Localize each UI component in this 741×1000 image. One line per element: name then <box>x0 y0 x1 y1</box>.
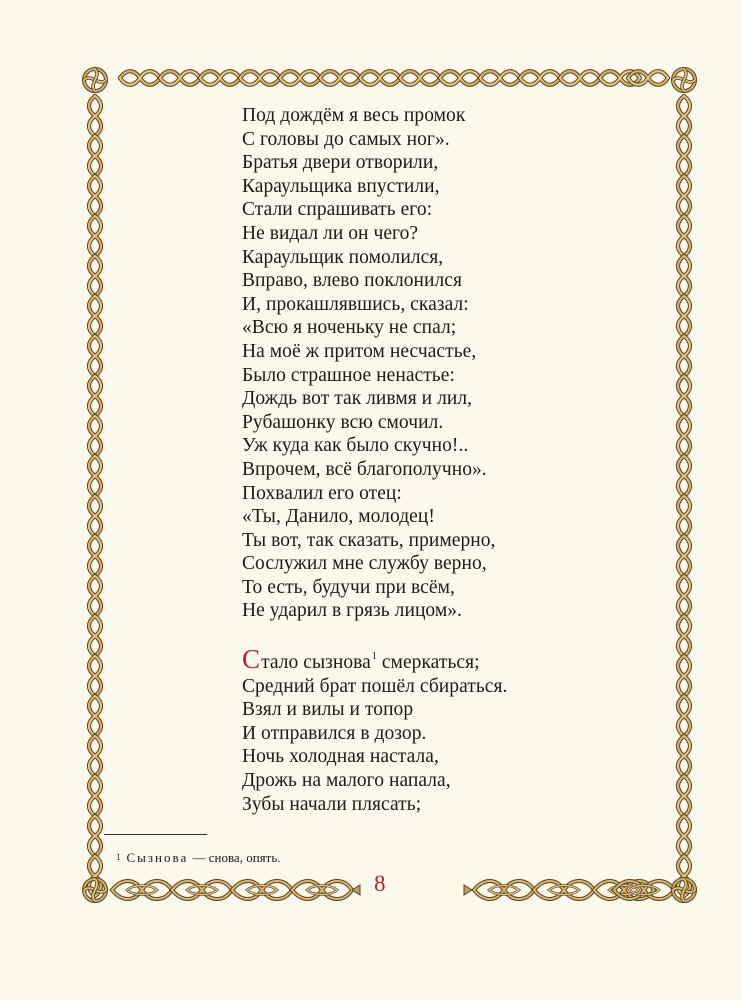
poem-line: Зубы начали плясать; <box>242 793 422 815</box>
poem-line: И отправился в дозор. <box>242 722 427 744</box>
footnote-reference[interactable]: 1 <box>371 651 377 663</box>
poem-line: Средний брат пошёл сбираться. <box>242 675 508 697</box>
poem-line: Не видал ли он чего? <box>242 222 419 244</box>
poem-line: Ночь холодная настала, <box>242 746 439 768</box>
frame-bottom-left-ornament <box>84 879 360 901</box>
poem-line: Караульщика впустили, <box>242 175 440 197</box>
corner-ornament-top-left <box>84 69 106 91</box>
poem-line: С головы до самых ног». <box>242 128 450 150</box>
poem-line: Под дождём я весь промок <box>242 105 466 126</box>
poem-line: И, прокашлявшись, сказал: <box>242 293 469 315</box>
stanza-1 <box>242 104 632 623</box>
frame-bottom-right-ornament <box>464 879 695 901</box>
poem-line: Караульщик помолился, <box>242 246 444 268</box>
poem-text <box>242 104 632 816</box>
poem-line: «Ты, Данило, молодец! <box>242 506 435 528</box>
poem-line: Стали спрашивать его: <box>242 199 433 221</box>
frame-top-border <box>120 71 668 85</box>
poem-line: Взял и вилы и топор <box>242 699 414 721</box>
poem-line: Не ударил в грязь лицом». <box>242 600 462 622</box>
poem-line: На моё ж притом несчастье, <box>242 340 477 362</box>
poem-line: Дождь вот так ливмя и лил, <box>242 388 473 410</box>
poem-line: Братья двери отворили, <box>242 152 439 174</box>
poem-line: «Всю я ноченьку не спал; <box>242 317 457 339</box>
corner-ornament-top-right <box>673 69 695 91</box>
poem-line: Похвалил его отец: <box>242 482 402 504</box>
poem-line: Ты вот, так сказать, примерно, <box>242 529 496 551</box>
poem-line: Сослужил мне службу верно, <box>242 553 487 575</box>
footnote-term: Сызнова <box>126 850 189 865</box>
stanza-2 <box>242 646 632 816</box>
frame-right-border <box>678 96 690 896</box>
poem-line-text: тало сызнова <box>261 652 371 674</box>
poem-line: Впрочем, всё благополучно». <box>242 458 487 480</box>
footnote-divider <box>104 834 207 835</box>
footnote <box>116 850 516 866</box>
drop-cap-letter: С <box>242 644 261 675</box>
poem-line: Дрожь на малого напала, <box>242 770 451 792</box>
footnote-number: 1 <box>116 852 121 862</box>
footnote-definition: — снова, опять. <box>189 850 281 865</box>
poem-line-text-after: смеркаться; <box>376 652 480 674</box>
poem-line: Уж куда как было скучно!.. <box>242 435 469 457</box>
frame-left-border <box>89 96 101 896</box>
poem-line: То есть, будучи при всём, <box>242 576 455 598</box>
poem-line: Рубашонку всю смочил. <box>242 411 444 433</box>
poem-line: Вправо, влево поклонился <box>242 270 463 292</box>
poem-line: Было страшное ненастье: <box>242 364 455 386</box>
page-number: 8 <box>374 871 386 896</box>
poem-line-with-dropcap <box>242 646 632 675</box>
